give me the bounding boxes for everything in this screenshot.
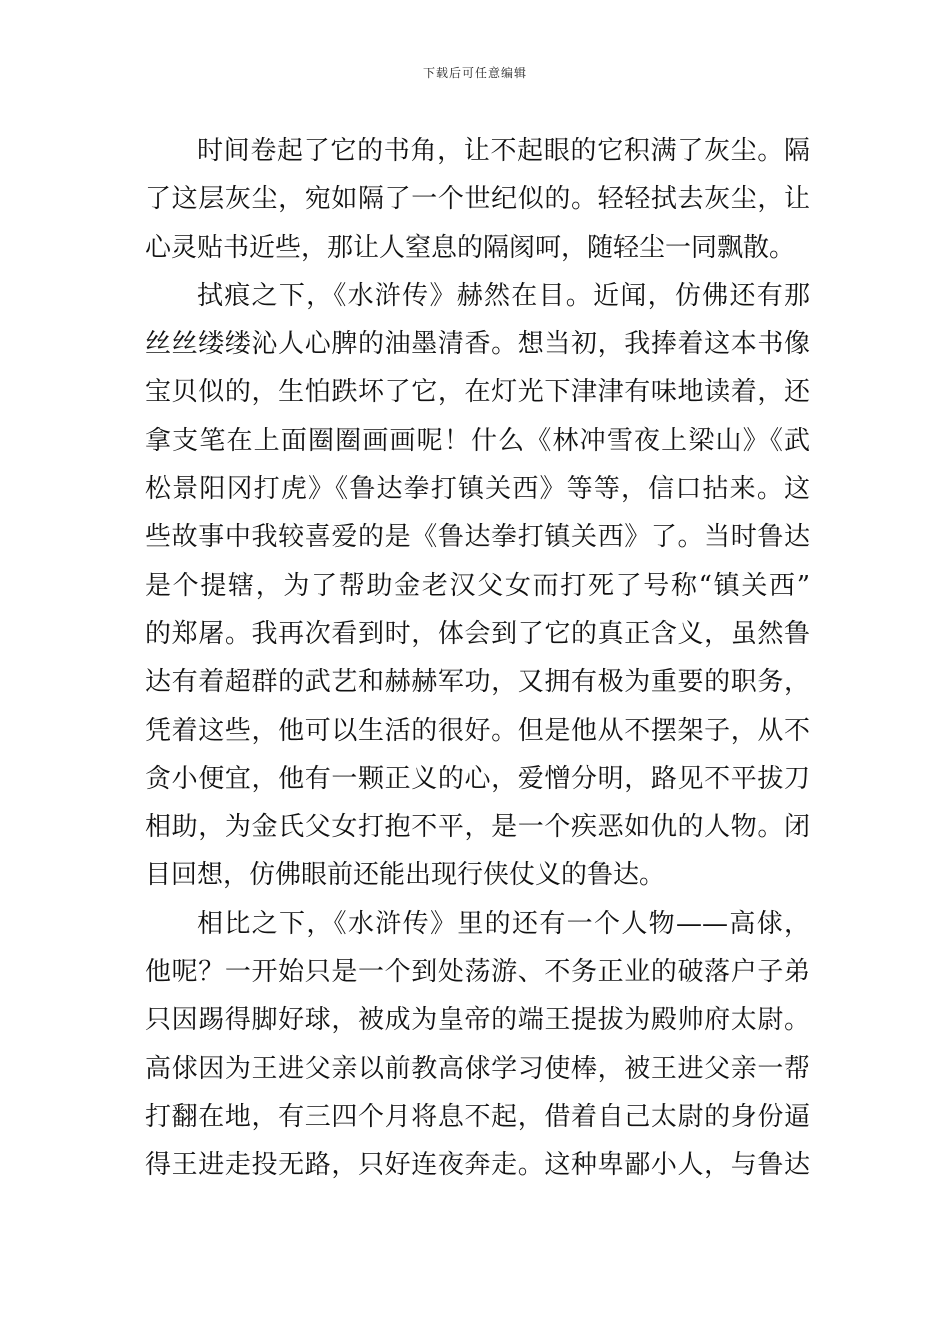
paragraph-line: 他呢？一开始只是一个到处荡游、不务正业的破落户子弟 — [145, 957, 810, 988]
paragraph-line: 了这层灰尘，宛如隔了一个世纪似的。轻轻拭去灰尘，让 — [145, 184, 810, 215]
paragraph-line: 只因踢得脚好球，被成为皇帝的端王提拔为殿帅府太尉。 — [145, 1005, 810, 1036]
body-text — [145, 127, 810, 1190]
paragraph-line: 松景阳冈打虎》《鲁达拳打镇关西》等等，信口拈来。这 — [145, 474, 810, 505]
paragraph-line: 高俅因为王进父亲以前教高俅学习使棒，被王进父亲一帮 — [145, 1053, 810, 1084]
paragraph-line: 时间卷起了它的书角，让不起眼的它积满了灰尘。隔 — [197, 136, 810, 166]
paragraph-line: 打翻在地，有三四个月将息不起，借着自己太尉的身份逼 — [145, 1101, 810, 1132]
paragraph-line: 宝贝似的，生怕跌坏了它，在灯光下津津有味地读着，还 — [145, 377, 810, 408]
paragraph-line: 相助，为金氏父女打抱不平，是一个疾恶如仇的人物。闭 — [145, 812, 810, 843]
paragraph-line: 目回想，仿佛眼前还能出现行侠仗义的鲁达。 — [145, 860, 666, 891]
paragraph-line: 是个提辖，为了帮助金老汉父女而打死了号称“镇关西” — [145, 570, 810, 601]
page-header: 下载后可任意编辑 — [422, 66, 527, 80]
paragraph-line: 的郑屠。我再次看到时，体会到了它的真正含义，虽然鲁 — [145, 618, 810, 649]
paragraph-line: 拭痕之下，《水浒传》赫然在目。近闻，仿佛还有那 — [197, 280, 810, 311]
paragraph-line: 相比之下，《水浒传》里的还有一个人物——高俅， — [197, 908, 810, 939]
paragraph-line: 达有着超群的武艺和赫赫军功，又拥有极为重要的职务， — [145, 667, 810, 698]
paragraph-line: 丝丝缕缕沁人心脾的油墨清香。想当初，我捧着这本书像 — [145, 329, 810, 360]
paragraph-line: 心灵贴书近些，那让人窒息的隔阂呵，随轻尘一同飘散。 — [145, 232, 796, 263]
paragraph-line: 拿支笔在上面圈圈画画呢！什么《林冲雪夜上梁山》《武 — [145, 425, 810, 456]
paragraph-line: 贪小便宜，他有一颗正义的心，爱憎分明，路见不平拔刀 — [145, 763, 810, 794]
paragraph-line: 得王进走投无路，只好连夜奔走。这种卑鄙小人，与鲁达 — [145, 1150, 810, 1181]
paragraph-line: 些故事中我较喜爱的是《鲁达拳打镇关西》了。当时鲁达 — [145, 522, 810, 553]
paragraph-line: 凭着这些，他可以生活的很好。但是他从不摆架子，从不 — [145, 715, 810, 746]
